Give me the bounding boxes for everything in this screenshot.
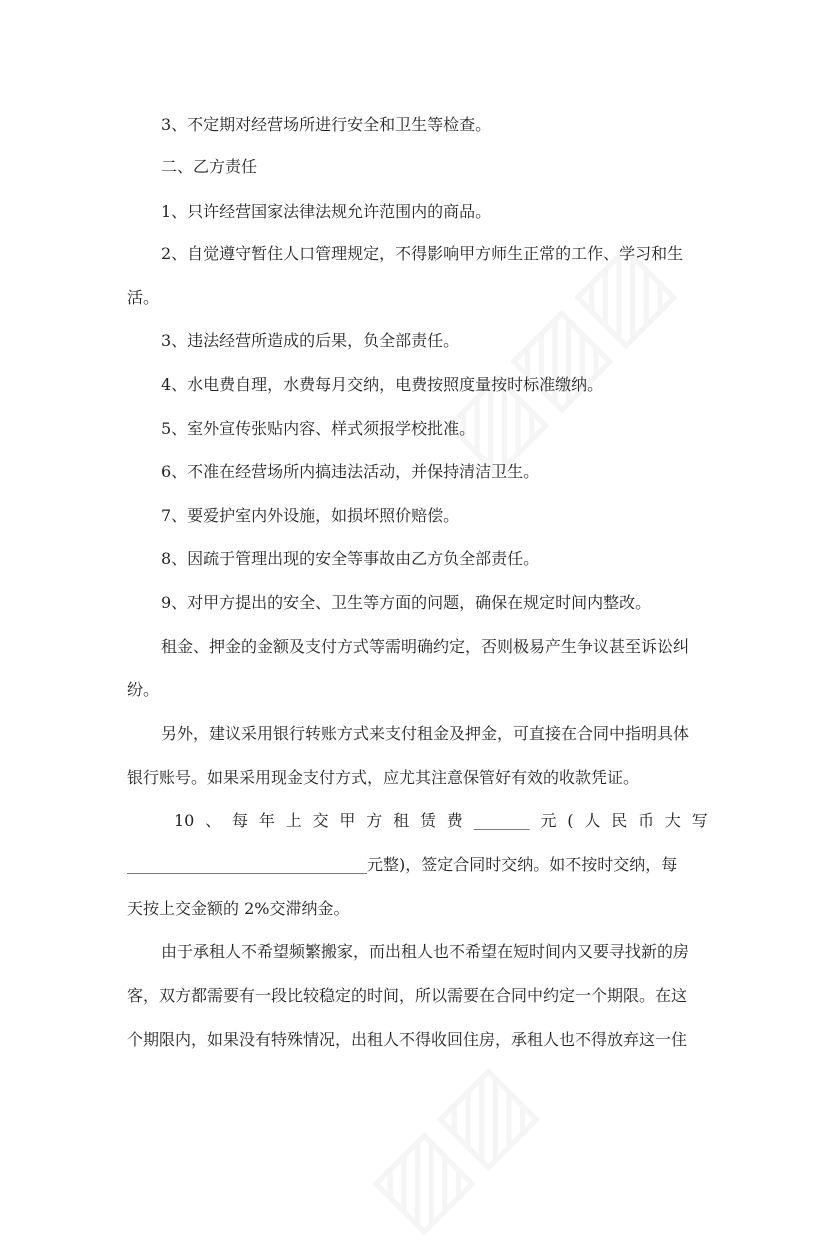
text-fragment: 费 <box>446 811 463 830</box>
paragraph-line: 由于承租人不希望频繁搬家，而出租人也不希望在短时间内又要寻找新的房 <box>161 942 690 961</box>
paragraph-line: 1、只许经营国家法律法规允许范围内的商品。 <box>161 202 492 221</box>
text-fragment: 大 <box>664 811 681 830</box>
text-fragment: 交 <box>312 811 329 830</box>
paragraph-line: 另外，建议采用银行转账方式来支付租金及押金，可直接在合同中指明具体 <box>161 724 690 743</box>
text-fragment: 币 <box>638 811 655 830</box>
paragraph-line: 3、不定期对经营场所进行安全和卫生等检查。 <box>161 115 492 134</box>
text-fragment: 方 <box>366 811 383 830</box>
paragraph-line: 租金、押金的金额及支付方式等需明确约定，否则极易产生争议甚至诉讼纠 <box>161 637 690 656</box>
watermark-graphic <box>347 1042 554 1249</box>
clause-10-line <box>174 810 708 832</box>
paragraph-line: 纷。 <box>127 680 160 699</box>
text-fragment: 赁 <box>419 811 436 830</box>
text-fragment: 年 <box>258 811 275 830</box>
blank-field: _______ <box>473 811 530 830</box>
text-fragment: 民 <box>611 811 628 830</box>
paragraph-line: 8、因疏于管理出现的安全等事故由乙方负全部责任。 <box>161 549 540 568</box>
text-fragment: 人 <box>584 811 601 830</box>
text-fragment: 10 <box>174 811 195 830</box>
paragraph-line: 3、违法经营所造成的后果，负全部责任。 <box>161 331 460 350</box>
section-heading: 二、乙方责任 <box>161 157 258 176</box>
text-fragment: 租 <box>393 811 410 830</box>
paragraph-line: 天按上交金额的 2%交滞纳金。 <box>127 899 350 918</box>
paragraph-line: 7、要爱护室内外设施，如损坏照价赔偿。 <box>161 506 460 525</box>
text-fragment: 上 <box>285 811 302 830</box>
text-fragment: 每 <box>232 811 249 830</box>
paragraph-line: ______________________________元整)，签定合同时交纳。如不按时交纳，每 <box>127 855 678 874</box>
text-fragment: 写 <box>691 811 708 830</box>
paragraph-line: 6、不准在经营场所内搞违法活动，并保持清洁卫生。 <box>161 462 540 481</box>
paragraph-line: 银行账号。如果采用现金支付方式，应尤其注意保管好有效的收款凭证。 <box>127 768 640 787</box>
paragraph-line: 活。 <box>127 288 160 307</box>
text-fragment: 甲 <box>339 811 356 830</box>
text-fragment: 、 <box>205 811 222 830</box>
text-fragment: 元 <box>540 811 557 830</box>
text-fragment: ( <box>567 811 574 830</box>
paragraph-line: 2、自觉遵守暂住人口管理规定，不得影响甲方师生正常的工作、学习和生 <box>161 244 684 263</box>
paragraph-line: 4、水电费自理，水费每月交纳，电费按照度量按时标准缴纳。 <box>161 375 604 394</box>
paragraph-line: 9、对甲方提出的安全、卫生等方面的问题，确保在规定时间内整改。 <box>161 593 652 612</box>
paragraph-line: 5、室外宣传张贴内容、样式须报学校批准。 <box>161 419 476 438</box>
paragraph-line: 个期限内，如果没有特殊情况，出租人不得收回住房，承租人也不得放弃这一住 <box>127 1030 688 1049</box>
paragraph-line: 客，双方都需要有一段比较稳定的时间，所以需要在合同中约定一个期限。在这 <box>127 986 688 1005</box>
